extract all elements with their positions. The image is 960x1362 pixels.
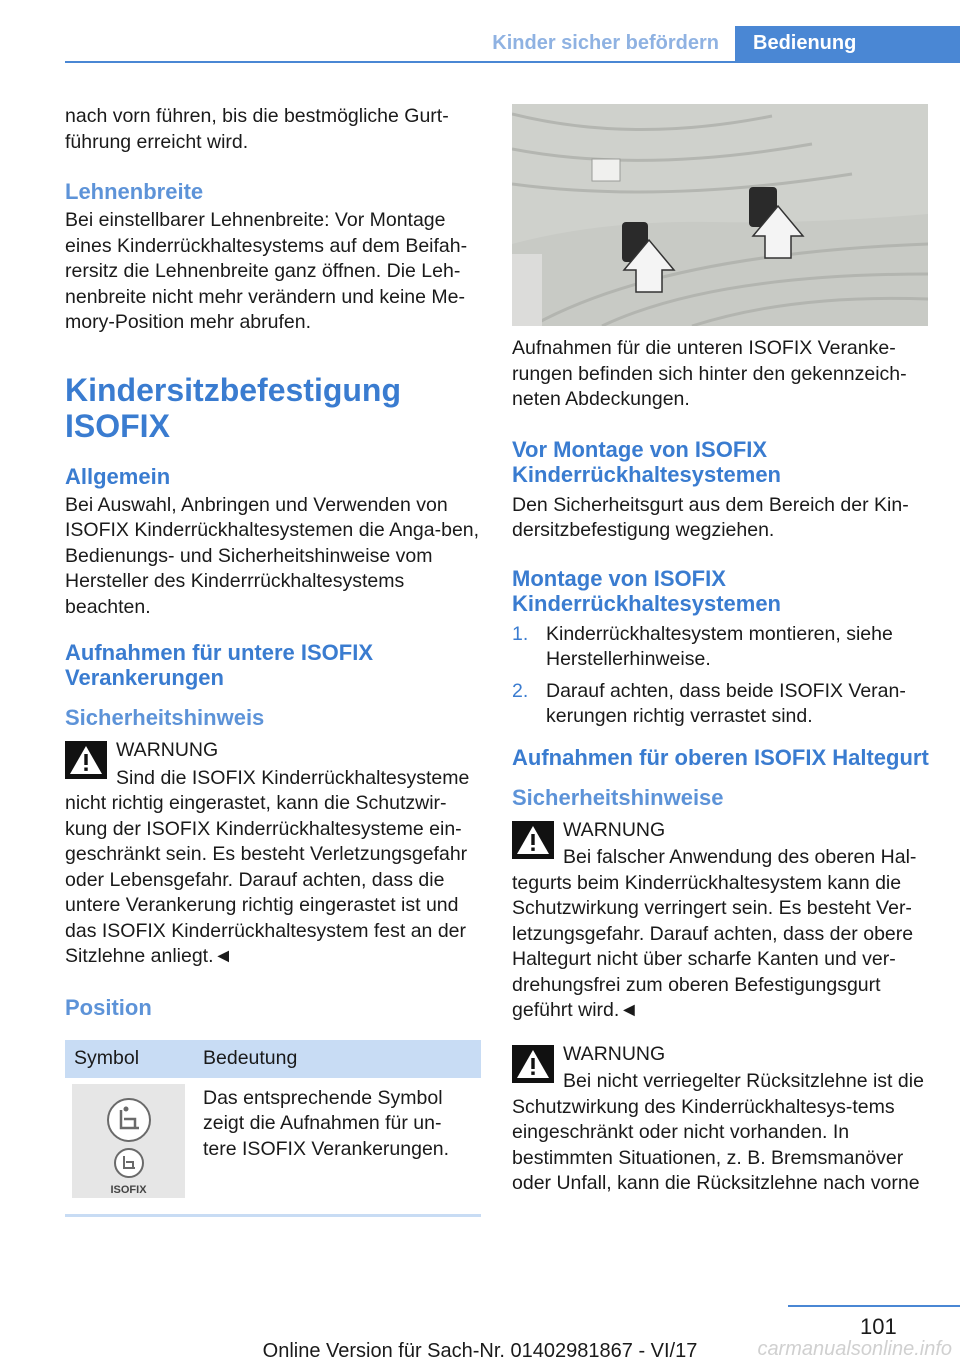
warning-block bbox=[512, 1042, 932, 1197]
step-number: 1. bbox=[512, 622, 529, 645]
sicherheitshinweise-heading: Sicherheitshinweise bbox=[512, 784, 724, 810]
position-table bbox=[65, 1040, 481, 1198]
table-header-bedeutung: Bedeutung bbox=[194, 1040, 481, 1078]
warning-label: WARNUNG bbox=[116, 739, 219, 761]
montage-steps bbox=[512, 622, 932, 730]
list-item bbox=[512, 679, 932, 730]
watermark: carmanualsonline.info bbox=[757, 1338, 952, 1360]
warning-triangle-icon bbox=[512, 821, 554, 859]
isofix-icon-label: ISOFIX bbox=[110, 1183, 147, 1196]
running-header-section: Kinder sicher befördern bbox=[492, 32, 719, 54]
header-rule bbox=[65, 61, 960, 63]
page-number: 101 bbox=[860, 1314, 897, 1339]
intro-text: nach vorn führen, bis die bestmögliche Gurt-führung erreicht wird. bbox=[65, 105, 449, 153]
step-text: Kinderrückhaltesystem montieren, siehe Herstellerhinweise. bbox=[546, 622, 893, 670]
table-bottom-rule bbox=[65, 1214, 481, 1217]
montage-heading: Montage von ISOFIX Kinderrückhaltesystemen bbox=[512, 565, 781, 616]
position-heading: Position bbox=[65, 994, 152, 1020]
warning-text: Sind die ISOFIX Kinderrückhaltesysteme nicht richtig eingerastet, kann die Schutzwir-kung der ISOFIX Kinderrückhaltesysteme ein-geschränkt sein. Es besteht Verletzungsgefahr oder Lebensgefahr. Darauf achten, dass die untere Verankerung richtig eingerastet ist und das ISOFIX Kinderrückhaltesystem fest an der Sitzlehne anliegt.◄ bbox=[65, 766, 470, 967]
warning-text: Bei nicht verriegelter Rücksitzlehne ist die Schutzwirkung des Kinderrückhaltesys-tems eingeschränkt oder nicht vorhanden. In bestimmten Situationen, z. B. Bremsmanöver oder Unfall, kann die Rücksitzlehne nach vorne bbox=[512, 1070, 924, 1194]
table-row bbox=[65, 1078, 481, 1198]
rear-seat-isofix-image bbox=[512, 104, 928, 326]
warning-block bbox=[512, 818, 932, 1024]
isofix-photo bbox=[512, 104, 928, 326]
step-number: 2. bbox=[512, 679, 529, 702]
warning-text: Bei falscher Anwendung des oberen Hal-tegurts beim Kinderrückhaltesystem kann die Schutzwirkung verringert sein. Es besteht Ver-letzungsgefahr. Darauf achten, dass der obere Haltegurt nicht über scharfe Kanten und ver-drehungsfrei zum oberen Befestigungsgurt geführt wird.◄ bbox=[512, 846, 917, 1021]
oberen-haltegurt-heading: Aufnahmen für oberen ISOFIX Haltegurt bbox=[512, 744, 929, 770]
aufnahmen-untere-heading: Aufnahmen für untere ISOFIX Verankerungen bbox=[65, 640, 374, 690]
vor-montage-heading: Vor Montage von ISOFIX Kinderrückhaltesystemen bbox=[512, 436, 781, 487]
left-column bbox=[65, 104, 481, 1217]
chapter-tab: Bedienung bbox=[735, 26, 960, 62]
table-row-text: Das entsprechende Symbol zeigt die Aufnahmen für un-tere ISOFIX Verankerungen. bbox=[203, 1086, 450, 1160]
allgemein-text: Bei Auswahl, Anbringen und Verwenden von ISOFIX Kinderrückhaltesystemen die Anga-ben, Bedienungs- und Sicherheitshinweise vom Hersteller des Kinderrrückhaltesystems beachten. bbox=[65, 493, 480, 618]
warning-label: WARNUNG bbox=[563, 1042, 666, 1065]
lehnenbreite-heading: Lehnenbreite bbox=[65, 179, 204, 204]
warning-label: WARNUNG bbox=[563, 818, 666, 841]
step-text: Darauf achten, dass beide ISOFIX Veran-kerungen richtig verrastet sind. bbox=[546, 679, 906, 727]
sicherheitshinweis-heading: Sicherheitshinweis bbox=[65, 705, 265, 730]
photo-caption: Aufnahmen für die unteren ISOFIX Veranke-rungen befinden sich hinter den gekennzeich-neten Abdeckungen. bbox=[512, 337, 907, 410]
list-item bbox=[512, 622, 932, 673]
main-heading: Kindersitzbefestigung ISOFIX bbox=[65, 371, 402, 444]
footer-rule bbox=[788, 1305, 960, 1307]
allgemein-heading: Allgemein bbox=[65, 463, 171, 489]
warning-triangle-icon bbox=[512, 1045, 554, 1083]
lehnenbreite-text: Bei einstellbarer Lehnenbreite: Vor Montage eines Kinderrückhaltesystems auf dem Beifah-rersitz die Lehnenbreite ganz öffnen. Die Leh-nenbreite nicht mehr verändern und keine Me-mory-Position mehr abrufen. bbox=[65, 209, 468, 333]
warning-triangle-icon bbox=[65, 741, 107, 779]
vor-montage-text: Den Sicherheitsgurt aus dem Bereich der Kin-dersitzbefestigung wegziehen. bbox=[512, 493, 909, 541]
warning-block bbox=[65, 738, 481, 970]
online-version-note: Online Version für Sach-Nr. 01402981867 - VI/17 bbox=[262, 1340, 698, 1362]
isofix-symbol bbox=[72, 1084, 185, 1198]
right-column bbox=[512, 336, 932, 1197]
table-header-symbol: Symbol bbox=[65, 1040, 194, 1078]
